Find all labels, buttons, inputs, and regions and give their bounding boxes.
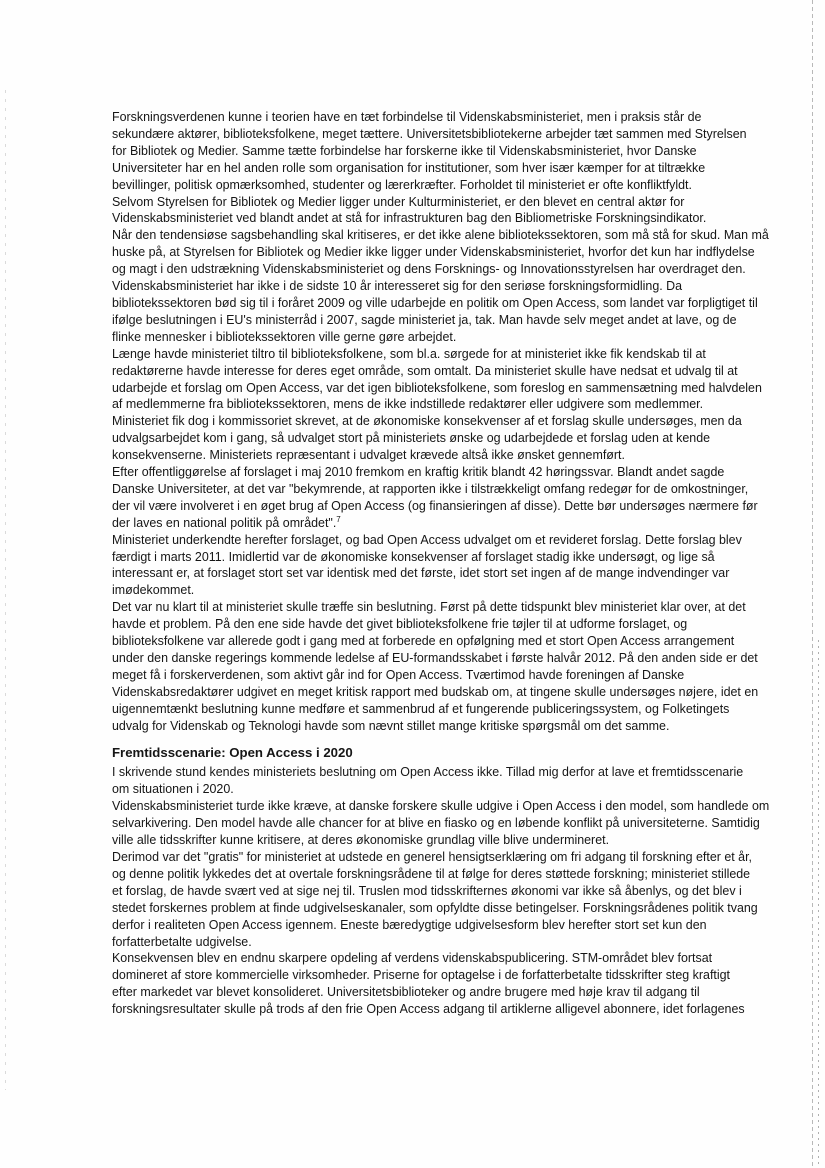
text-line: efter markedet var blevet konsolideret. Universitetsbiblioteker og andre brugere med høje krav til adgang til [112, 985, 700, 1000]
section-heading: Fremtidsscenarie: Open Access i 2020 [112, 744, 353, 760]
text-line: bibliotekssektoren bød sig til i foråret 2009 og ville udarbejde en politik om Open Access, som landet var forpligtiget til [112, 295, 758, 310]
text-line: om situationen i 2020. [112, 782, 234, 797]
text-line: Universiteter har en hel anden rolle som organisation for institutioner, som hver især kæmper for at tiltrække [112, 160, 706, 175]
text-line: konsekvenserne. Ministeriets repræsentant i udvalget krævede altså ikke ønsket gennemført. [112, 448, 625, 463]
text-line: af medlemmerne fra bibliotekssektoren, mens de ikke indstillede redaktører eller udgivere som medlemmer. [112, 397, 704, 412]
text-line: redaktørerne havde interesse for deres eget område, som omtalt. Da ministeriet skulle have nedsat et udvalg til at [112, 363, 738, 378]
text-line: udvalgsarbejdet kom i gang, så udvalget stort på ministeriets ønske og udarbejdede et forslag uden at kende [112, 431, 711, 446]
text-line: udarbejde et forslag om Open Access, var det igen biblioteksfolkene, som foreslog en sammensætning med halvdelen [112, 380, 762, 395]
text-line: derfor i realiteten Open Access igennem. Eneste bæredygtige udgivelsesform blev herefter stort set kun den [112, 917, 707, 932]
section-body-2 [112, 764, 770, 1018]
text-line: Videnskabsministeriet ved blandt andet at stå for infrastrukturen bag den Bibliometriske Forskningsindikator. [112, 211, 707, 226]
section-body-1 [112, 109, 769, 735]
text-line: udvalg for Videnskab og Teknologi havde som nævnt stillet mange kritiske spørgsmål om det samme. [112, 718, 670, 733]
scan-edge-right-inner [818, 640, 819, 1168]
text-line: Det var nu klart til at ministeriet skulle træffe sin beslutning. Først på dette tidspunkt blev ministeriet klar over, at det [112, 600, 746, 615]
text-line: flinke mennesker i bibliotekssektoren ville gerne gøre arbejdet. [112, 329, 457, 344]
text-line: biblioteksfolkene var allerede godt i gang med at forberede en opfølgning med et stort Open Access arrangement [112, 634, 735, 649]
text-line: Konsekvensen blev en endnu skarpere opdeling af verdens videnskabspublicering. STM-området blev fortsat [112, 951, 713, 966]
scan-edge-right [812, 0, 813, 1168]
text-line: der laves en national politik på området".$^7$ [112, 514, 341, 530]
text-line: under den danske regerings kommende ledelse af EU-formandsskabet i første halvår 2012. På den anden side er det [112, 651, 758, 665]
text-line: Ministeriet fik dog i kommissoriet skrevet, at de økonomiske konsekvenser af et forslag skulle undersøges, men da [112, 414, 742, 429]
text-line: Efter offentliggørelse af forslaget i maj 2010 fremkom en kraftig kritik blandt 42 høringssvar. Blandt andet sagde [112, 465, 725, 480]
text-line: domineret af store kommercielle virksomheder. Priserne for optagelse i de forfatterbetalte tidsskrifter steg kraftigt [112, 968, 730, 983]
text-line: stedet forskernes problem at finde udgivelseskanaler, som opfyldte disse betingelser. Forskningsrådenes politik tvang [112, 900, 758, 915]
text-line: ville alle tidsskrifter kunne kritisere, at deres økonomiske grundlag ville blive undermineret. [112, 833, 610, 848]
text-line: og magt i den udstrækning Videnskabsministeriet og dens Forsknings- og Innovationsstyrelsen har overdraget den. [112, 262, 746, 277]
text-line: Videnskabsministeriet turde ikke kræve, at danske forskere skulle udgive i Open Access i den model, som handlede om [112, 799, 770, 814]
text-line: og denne politik lykkedes det at overtale forskningsrådene til at følge for deres støttede forskning; ministeriet stillede [112, 866, 751, 881]
text-line: forfatterbetalte udgivelse. [112, 934, 252, 949]
text-line: Videnskabsministeriet har ikke i de sidste 10 år interesseret sig for den seriøse forskningsformidling. Da [112, 279, 683, 294]
text-line: ifølge beslutningen i EU's ministerråd i 2007, sagde ministeriet ja, tak. Man havde selv meget andet at lave, og de [112, 312, 737, 327]
text-line: huske på, at Styrelsen for Bibliotek og Medier ikke ligger under Videnskabsministeriet, hvorfor det kun har indflydelse [112, 245, 755, 260]
text-line: for Bibliotek og Medier. Samme tætte forbindelse har forskerne ikke til Videnskabsministeriet, hvor Danske [112, 143, 697, 158]
text-line: der vil være involveret i en øget brug af Open Access (og finansieringen af disse). Dette bør undersøges nærmere før [112, 498, 758, 513]
scan-edge-left [5, 90, 6, 1090]
text-line: Ministeriet underkendte herefter forslaget, og bad Open Access udvalget om et revideret forslag. Dette forslag blev [112, 532, 742, 547]
text-line: Videnskabsredaktører udgivet en meget kritisk rapport med budskab om, at tingene skulle undersøges nøjere, idet en [112, 684, 759, 699]
text-line: et forslag, de havde svært ved at sige nej til. Truslen mod tidsskrifternes økonomi var ikke så åbenlys, og det blev i [112, 883, 742, 898]
document-body [112, 109, 770, 1018]
footnote-reference: 7 [336, 514, 341, 524]
text-line: Forskningsverdenen kunne i teorien have en tæt forbindelse til Videnskabsministeriet, men i praksis står de [112, 110, 702, 124]
text-line: uigennemtænkt beslutning kunne medføre et sammenbrud af et fungerende publiceringssystem, og Folketingets [112, 701, 730, 716]
text-line: færdigt i marts 2011. Imidlertid var de økonomiske konsekvenser af forslaget stadig ikke undersøgt, og lige så [112, 549, 715, 564]
text-line: bevillinger, politisk opmærksomhed, studenter og lærerkræfter. Forholdet til ministeriet er ofte konfliktfyldt. [112, 177, 692, 192]
text-line: selvarkivering. Den model havde alle chancer for at blive en fiasko og en løbende konflikt på universiteterne. Samtidig [112, 816, 760, 831]
text-line: forskningsresultater skulle på trods af den frie Open Access adgang til artiklerne alligevel abonnere, idet forlagenes [112, 1002, 745, 1017]
text-line: interessant er, at forslaget stort set var identisk med det første, idet stort set ingen af de mange indvendinger var [112, 566, 730, 581]
text-line: Derimod var det "gratis" for ministeriet at udstede en generel hensigtserklæring om fri adgang til forskning efter et år, [112, 849, 752, 864]
text-line: Selvom Styrelsen for Bibliotek og Medier ligger under Kulturministeriet, er den blevet en central aktør for [112, 194, 685, 209]
text-line: sekundære aktører, biblioteksfolkene, meget tættere. Universitetsbibliotekerne arbejder tæt sammen med Styrelsen [112, 126, 747, 141]
text-line: Når den tendensiøse sagsbehandling skal kritiseres, er det ikke alene bibliotekssektoren, som må stå for skud. Man må [112, 228, 769, 243]
text-line: havde et problem. På den ene side havde det givet biblioteksfolkene frie tøjler til at udforme forslaget, og [112, 617, 688, 632]
text-line: Længe havde ministeriet tiltro til biblioteksfolkene, som bl.a. sørgede for at ministeriet ikke fik kendskab til at [112, 346, 706, 361]
text-line: Danske Universiteter, at det var "bekymrende, at rapporten ikke i tilstrækkeligt omfang redegør for de omkostninger, [112, 481, 749, 496]
text-line: I skrivende stund kendes ministeriets beslutning om Open Access ikke. Tillad mig derfor at lave et fremtidsscenarie [112, 765, 744, 780]
text-line: meget få i forskerverdenen, som aktivt går ind for Open Access. Tværtimod havde foreningen af Danske [112, 667, 685, 682]
text-line: imødekommet. [112, 583, 195, 598]
